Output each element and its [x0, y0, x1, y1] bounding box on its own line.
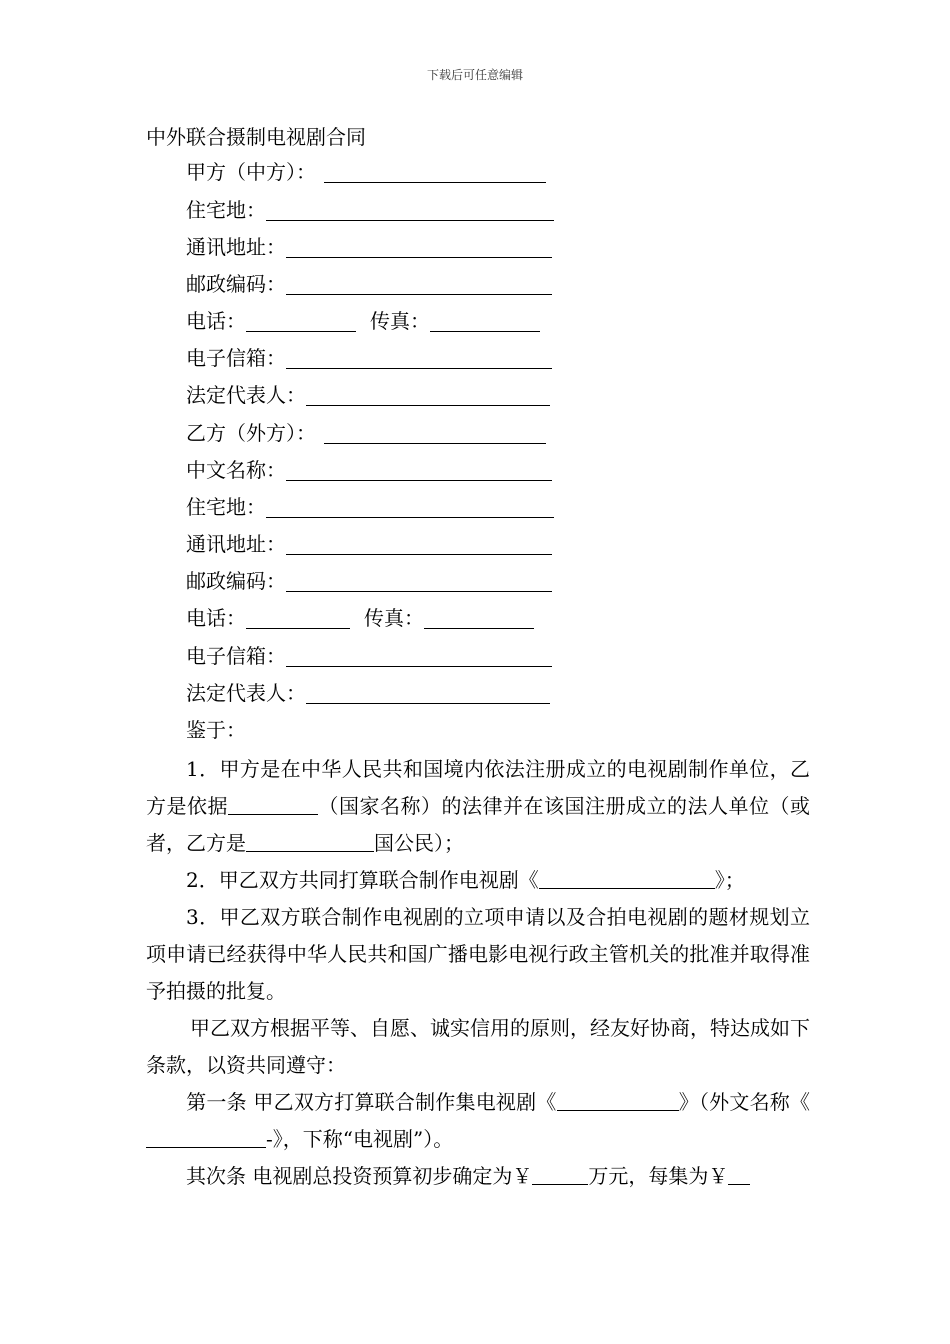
party-a-heading: 甲方（中方）：: [186, 160, 316, 184]
party-a-postal-label: 邮政编码：: [186, 272, 286, 296]
party-a-legal-rep-line: [186, 380, 550, 410]
party-b-phone-line: [186, 603, 534, 633]
clause-2-title-blank[interactable]: [539, 868, 715, 889]
party-b-cn-name-line: [186, 455, 552, 485]
party-a-mail-label: 通讯地址：: [186, 235, 286, 259]
clause-1: [146, 751, 810, 862]
intro-text: 甲乙双方根据平等、自愿、诚实信用的原则，经友好协商，特达成如下条款，以资共同遵守：: [146, 1016, 810, 1077]
party-b-address-line: [186, 492, 554, 522]
article-1-text-a: 第一条 甲乙双方打算联合制作集电视剧《: [186, 1090, 557, 1114]
party-b-email-blank[interactable]: [286, 644, 552, 667]
article-1-title-blank[interactable]: [557, 1090, 679, 1111]
party-b-legal-rep-line: [186, 678, 550, 708]
whereas-label: 鉴于：: [186, 718, 246, 742]
party-b-fax-label: 传真：: [364, 606, 424, 630]
party-a-mail-blank[interactable]: [286, 235, 552, 258]
party-a-phone-line: [186, 306, 540, 336]
article-2-text-a: 其次条 电视剧总投资预算初步确定为￥: [186, 1164, 533, 1188]
clause-3: [146, 899, 810, 1010]
article-2: [146, 1158, 810, 1195]
clause-3-text: 3．甲乙双方联合制作电视剧的立项申请以及合拍电视剧的题材规划立项申请已经获得中华人民共和国广播电影电视行政主管机关的批准并取得准予拍摄的批复。: [146, 905, 810, 1003]
party-a-address-blank[interactable]: [266, 198, 554, 221]
party-a-fax-blank[interactable]: [430, 309, 540, 332]
party-b-mail-line: [186, 529, 552, 559]
party-a-legal-rep-blank[interactable]: [306, 383, 550, 406]
party-a-legal-rep-label: 法定代表人：: [186, 383, 306, 407]
party-b-postal-blank[interactable]: [286, 569, 552, 592]
clause-1-nationality-blank[interactable]: [246, 831, 374, 852]
clause-2-text-a: 2．甲乙双方共同打算联合制作电视剧《: [186, 868, 539, 892]
article-2-per-episode-blank[interactable]: [728, 1164, 750, 1185]
article-1: [146, 1084, 810, 1158]
party-b-legal-rep-blank[interactable]: [306, 681, 550, 704]
party-b-heading-line: [186, 418, 546, 448]
party-b-email-line: [186, 641, 552, 671]
clause-1-text-a: 1．甲方是在中华人民共和国境内依法注册成立的电视剧制作单位，乙方是依据: [146, 757, 810, 818]
article-1-text-b: 》（外文名称《: [678, 1090, 811, 1114]
party-a-address-line: [186, 195, 554, 225]
party-b-address-blank[interactable]: [266, 495, 554, 518]
party-b-cn-name-label: 中文名称：: [186, 458, 286, 482]
party-b-heading: 乙方（外方）：: [186, 421, 316, 445]
document-title: 中外联合摄制电视剧合同: [146, 125, 366, 149]
party-a-email-label: 电子信箱：: [186, 346, 286, 370]
party-a-address-label: 住宅地：: [186, 198, 266, 222]
article-2-text-b: 万元，每集为￥: [588, 1164, 729, 1188]
party-a-email-line: [186, 343, 552, 373]
article-2-total-blank[interactable]: [532, 1164, 588, 1185]
party-b-phone-blank[interactable]: [246, 606, 350, 629]
whereas-line: [186, 715, 246, 745]
party-a-mail-line: [186, 232, 552, 262]
party-a-phone-label: 电话：: [186, 309, 246, 333]
party-a-phone-blank[interactable]: [246, 309, 356, 332]
article-1-text-c: -》，下称“电视剧”）。: [266, 1127, 454, 1151]
party-b-email-label: 电子信箱：: [186, 644, 286, 668]
clause-1-text-b: （国家名称）的法律并在该国注册成立的法人单位（或者，乙方是: [146, 794, 810, 855]
article-1-foreign-title-blank[interactable]: [146, 1127, 266, 1148]
party-a-postal-line: [186, 269, 552, 299]
party-a-fax-label: 传真：: [370, 309, 430, 333]
party-b-address-label: 住宅地：: [186, 495, 266, 519]
clause-1-country-blank[interactable]: [228, 794, 318, 815]
clause-1-text-c: 国公民）；: [374, 831, 464, 855]
party-b-legal-rep-label: 法定代表人：: [186, 681, 306, 705]
party-a-postal-blank[interactable]: [286, 272, 552, 295]
intro-paragraph: [146, 1010, 810, 1084]
clause-2: [146, 862, 810, 899]
party-b-postal-line: [186, 566, 552, 596]
party-b-fax-blank[interactable]: [424, 606, 534, 629]
page-header-note: 下载后可任意编辑: [426, 68, 523, 82]
party-b-phone-label: 电话：: [186, 606, 246, 630]
clause-2-text-b: 》；: [714, 868, 745, 892]
party-a-heading-line: [186, 157, 546, 187]
party-b-cn-name-blank[interactable]: [286, 458, 552, 481]
party-b-name-blank[interactable]: [324, 421, 546, 444]
party-a-email-blank[interactable]: [286, 346, 552, 369]
party-b-mail-label: 通讯地址：: [186, 532, 286, 556]
party-b-mail-blank[interactable]: [286, 532, 552, 555]
party-b-postal-label: 邮政编码：: [186, 569, 286, 593]
party-a-name-blank[interactable]: [324, 160, 546, 183]
